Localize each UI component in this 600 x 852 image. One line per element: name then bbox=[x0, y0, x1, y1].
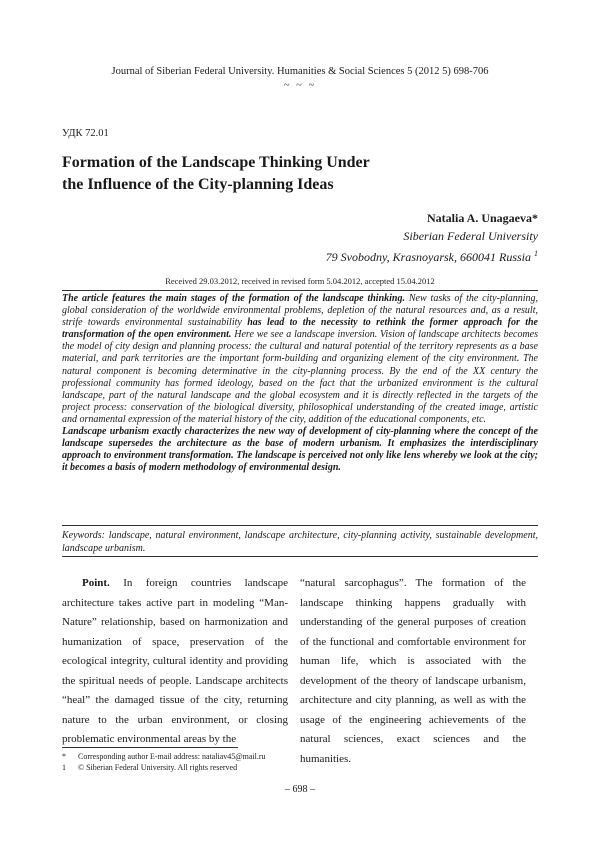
received-dates: Received 29.03.2012, received in revised form 5.04.2012, accepted 15.04.2012 bbox=[165, 276, 435, 286]
abstract-bold-start: The article features the main stages of the formation of the landscape thinking. bbox=[62, 293, 405, 304]
footnote-text: Corresponding author E-mail address: nataliav45@mail.ru bbox=[78, 752, 266, 761]
header-ornament: ~ ~ ~ bbox=[283, 80, 317, 91]
footnote-2 bbox=[62, 763, 237, 773]
abstract-paragraph-2 bbox=[62, 426, 538, 474]
keywords: Keywords: landscape, natural environment, landscape architecture, city-planning activity, sustainable development, landscape urbanism. bbox=[62, 530, 538, 554]
article-title bbox=[62, 152, 422, 196]
title-line-1: Formation of the Landscape Thinking Under bbox=[62, 154, 370, 171]
abstract bbox=[62, 293, 538, 474]
page-number: – 698 – bbox=[285, 784, 315, 795]
body-column-2: “natural sarcophagus”. The formation of the landscape thinking happens gradually with understanding of the general purposes of creation of the functional and comfortable environment for human life, which is associated with the development of the theory of landscape urbanism, architecture and city planning, as well as with the usage of the engineering achievements of the natural sciences, exact sciences and the humanities. bbox=[300, 577, 526, 765]
institution: Siberian Federal University bbox=[403, 229, 538, 243]
abstract-text-a: New tasks of the city-planning, global consideration of the worldwide environmental problems, depletion of the natural resources and, as a result, strife towards environmental sustainability bbox=[62, 293, 539, 329]
abstract-top-rule bbox=[62, 290, 538, 291]
keywords-top-rule bbox=[62, 525, 538, 526]
author-affiliation bbox=[326, 227, 538, 266]
lead-word: Point. bbox=[82, 577, 110, 589]
address bbox=[326, 245, 538, 266]
abstract-bold-p2: Landscape urbanism exactly characterizes the new way of development of city-planning where the concept of the landscape supersedes the architecture as the base of modern urbanism. It emphasizes the interdisciplinary approach to environment transformation. The landscape is perceived not only like lens whereby we look at the city; it becomes a basis of modern methodology of environmental design. bbox=[62, 426, 538, 474]
udk-code: УДК 72.01 bbox=[62, 128, 109, 139]
abstract-paragraph-1 bbox=[62, 293, 538, 426]
address-text: 79 Svobodny, Krasnoyarsk, 660041 Russia bbox=[325, 250, 531, 264]
body-column-1 bbox=[62, 574, 288, 750]
footnote-1 bbox=[62, 752, 266, 762]
journal-header: Journal of Siberian Federal University. Humanities & Social Sciences 5 (2012 5) 698-706 bbox=[111, 66, 489, 77]
title-line-2: the Influence of the City-planning Ideas bbox=[62, 176, 334, 193]
abstract-bold-mid: has lead to the necessity to rethink the former approach for the transformation of the open environment. bbox=[62, 317, 538, 341]
footnote-mark: 1 bbox=[62, 763, 66, 772]
address-footnote-mark: 1 bbox=[534, 249, 538, 258]
author-name: Natalia A. Unagaeva* bbox=[427, 211, 538, 225]
abstract-text-b: Here we see a landscape inversion. Vision of landscape architects becomes the model of city design and planning process: the cultural and natural potential of the territory represents as a base material, and park territories are the important form-building and organizing element of the city environment. The natural component is becoming determinative in the city-planning process. By the end of the XX century the professional community has formed ideology, based on the fact that the urbanized environment is the cultural landscape, part of the natural landscape and the global ecosystem and it is directly reflected in the targets of the project process: conservation of the biological diversity, philosophical understanding of the created image, artistic and ornamental expression of the material history of the city, addition of the educational components, etc. bbox=[62, 329, 539, 425]
footnote-mark: * bbox=[62, 752, 66, 761]
footnote-rule bbox=[62, 747, 238, 748]
footnote-text: © Siberian Federal University. All rights reserved bbox=[78, 763, 238, 772]
keywords-bottom-rule bbox=[62, 556, 538, 557]
column-1-text: In foreign countries landscape architecture takes active part in modeling “Man-Nature” relationship, based on harmonization and humanization of space, preservation of the ecological integrity, cultural identity and providing the spiritual needs of people. Landscape architects “heal” the damaged tissue of the city, returning nature to the urban environment, or closing problematic environmental areas by the bbox=[62, 577, 288, 745]
